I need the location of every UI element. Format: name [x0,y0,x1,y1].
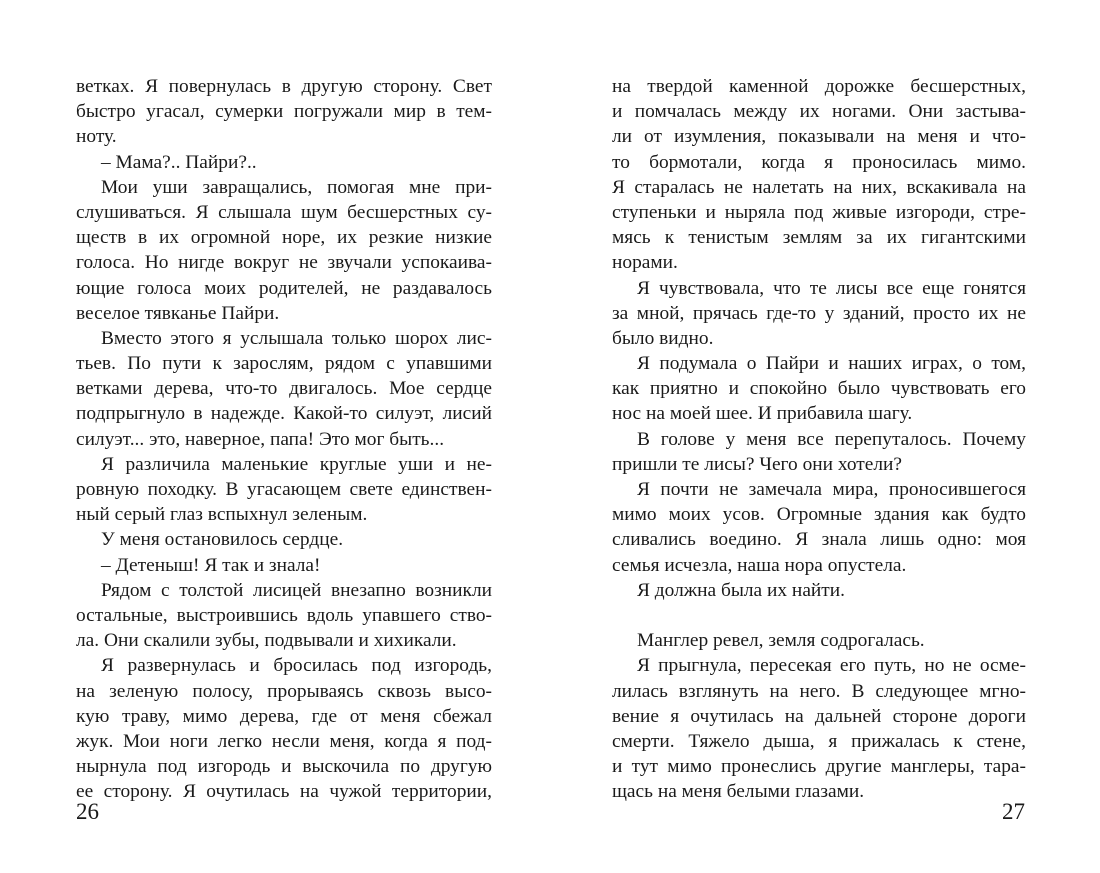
text-line: было видно. [612,327,714,349]
text-line: Мои уши завращались, помогая мне при- [101,176,492,198]
text-line: семья исчезла, наша нора опустела. [612,554,907,576]
text-line: то бормотали, когда я проносилась мимо. [612,151,1026,173]
text-line: Я старалась не налетать на них, вскакивала на [612,176,1026,198]
text-line: ее сторону. Я очутилась на чужой территории, [76,781,492,803]
text-line: голоса. Но нигде вокруг не звучали успокаива- [76,252,492,274]
text-line: Манглер ревел, земля содрогалась. [637,630,925,652]
text-line: ноту. [76,126,117,148]
text-line: вение я очутилась на дальней стороне дороги [612,705,1026,727]
text-line: пришли те лисы? Чего они хотели? [612,453,903,475]
text-line: за мной, прячась где-то у зданий, просто их не [612,302,1026,324]
text-line: на зеленую полосу, прорываясь сквозь высо- [76,680,492,702]
right-page-text [612,74,1026,804]
text-line: ли от изумления, показывали на меня и что- [612,126,1026,148]
left-page-number: 26 [76,799,99,824]
text-line: – Мама?.. Пайри?.. [101,151,257,173]
text-line: У меня остановилось сердце. [101,529,344,551]
text-line: ющие голоса моих родителей, не раздавалось [76,277,492,299]
text-line: смерти. Тяжело дыша, я прижалась к стене, [612,730,1026,752]
text-line: ществ в их огромной норе, их резкие низкие [76,227,492,249]
text-line: мимо моих усов. Огромные здания как будто [612,504,1026,526]
text-line: и тут мимо пронеслись другие манглеры, тара- [612,756,1026,778]
text-line: слушиваться. Я слышала шум бесшерстных су- [76,201,492,223]
text-line: тьев. По пути к зарослям, рядом с упавшими [76,353,492,375]
text-line: ный серый глаз вспыхнул зеленым. [76,504,368,526]
text-line: ровную походку. В угасающем свете единствен- [76,479,492,500]
text-line: подпрыгнуло в надежде. Какой-то силуэт, лисий [76,403,492,425]
text-line: на твердой каменной дорожке бесшерстных, [612,76,1026,97]
right-page-number: 27 [1002,799,1025,824]
text-line: быстро угасал, сумерки погружали мир в тем- [76,101,492,123]
text-line: сливались воедино. Я знала лишь одно: моя [612,529,1026,551]
text-line: ветках. Я повернулась в другую сторону. Свет [76,76,492,97]
right-page [550,0,1100,873]
text-line: В голове у меня все перепуталось. Почему [637,428,1026,450]
text-line: ступеньки и ныряла под живые изгороди, стре- [612,201,1026,223]
text-line: Я различила маленькие круглые уши и не- [101,453,492,475]
text-line: Я развернулась и бросилась под изгородь, [101,655,492,677]
text-line: нырнула под изгородь и выскочила по другую [76,756,492,778]
text-line: кую траву, мимо дерева, где от меня сбежал [76,705,492,727]
text-line: жук. Мои ноги легко несли меня, когда я под- [76,730,492,752]
text-line: мясь к тенистым землям за их гигантскими [612,227,1026,249]
text-line: Я почти не замечала мира, проносившегося [637,479,1026,500]
paragraph-break [612,603,1026,628]
text-line: нос на моей шее. И прибавила шагу. [612,403,913,425]
text-line: норами. [612,252,678,274]
left-page-text [76,74,492,804]
text-line: лилась взглянуть на него. В следующее мгно- [612,680,1026,702]
text-line: остальные, выстроившись вдоль упавшего ство- [76,604,492,626]
text-line: Я чувствовала, что те лисы все еще гонятся [637,277,1026,299]
text-line: силуэт... это, наверное, папа! Это мог быть... [76,428,445,450]
text-line: как приятно и спокойно было чувствовать его [612,378,1026,400]
text-line: ветками дерева, что-то двигалось. Мое сердце [76,378,492,400]
text-line: Я прыгнула, пересекая его путь, но не осме- [637,655,1026,677]
text-line: Вместо этого я услышала только шорох лис- [101,327,492,349]
text-line: ла. Они скалили зубы, подвывали и хихикали. [76,630,457,652]
text-line: веселое тявканье Пайри. [76,302,280,324]
text-line: – Детеныш! Я так и знала! [101,554,321,576]
text-line: Рядом с толстой лисицей внезапно возникли [101,579,492,601]
text-line: и помчалась между их ногами. Они застыва- [612,101,1026,123]
text-line: Я подумала о Пайри и наших играх, о том, [637,353,1026,375]
text-line: щась на меня белыми глазами. [612,781,865,803]
text-line: Я должна была их найти. [637,579,845,601]
